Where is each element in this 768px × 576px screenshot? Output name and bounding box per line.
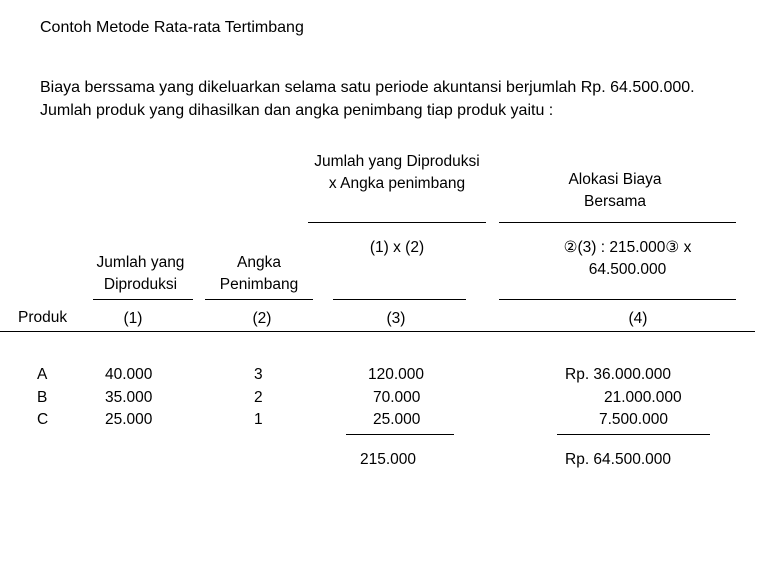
header-col2: Angka Penimbang <box>219 254 299 293</box>
row-b-c4: 21.000.000 <box>604 389 682 406</box>
row-c-c3: 25.000 <box>373 411 421 428</box>
sum-rule-col3 <box>346 434 454 435</box>
row-c-c1: 25.000 <box>105 411 153 428</box>
header-produk: Produk <box>18 309 68 326</box>
row-a-c3: 120.000 <box>368 366 425 383</box>
header-col4-rule <box>499 222 736 223</box>
row-c-c4: 7.500.000 <box>599 411 668 428</box>
header-col3-formula: (1) x (2) <box>369 239 425 256</box>
total-col4: Rp. 64.500.000 <box>565 451 672 468</box>
row-b-c3: 70.000 <box>373 389 421 406</box>
row-a-c1: 40.000 <box>105 366 153 383</box>
header-bottom-rule <box>0 331 755 332</box>
header-col4-formula: ②(3) : 215.000③ x 64.500.000 <box>563 239 692 278</box>
header-col3-rule <box>308 222 486 223</box>
colnum-4: (4) <box>628 310 648 327</box>
row-b-c1: 35.000 <box>105 389 153 406</box>
col2-rule <box>205 299 313 300</box>
row-c-c2: 1 <box>254 411 263 428</box>
row-b-produk: B <box>37 389 48 406</box>
total-col3: 215.000 <box>360 451 417 468</box>
col1-rule <box>93 299 193 300</box>
intro-paragraph: Biaya berssama yang dikeluarkan selama satu periode akuntansi berjumlah Rp. 64.500.000. Jumlah produk yang dihasilkan dan angka penimbang tiap produk yaitu : <box>40 79 695 119</box>
col4-rule <box>499 299 736 300</box>
header-col4: Alokasi Biaya Bersama <box>568 171 662 210</box>
page-title: Contoh Metode Rata-rata Tertimbang <box>40 19 304 36</box>
col3-rule <box>333 299 466 300</box>
row-b-c2: 2 <box>254 389 263 406</box>
header-col3: Jumlah yang Diproduksi x Angka penimbang <box>314 153 480 192</box>
sum-rule-col4 <box>557 434 710 435</box>
row-a-c2: 3 <box>254 366 263 383</box>
colnum-3: (3) <box>386 310 406 327</box>
row-a-c4: Rp. 36.000.000 <box>565 366 672 383</box>
colnum-2: (2) <box>252 310 272 327</box>
row-c-produk: C <box>37 411 49 428</box>
row-a-produk: A <box>37 366 48 383</box>
header-col1: Jumlah yang Diproduksi <box>96 254 185 293</box>
colnum-1: (1) <box>123 310 143 327</box>
